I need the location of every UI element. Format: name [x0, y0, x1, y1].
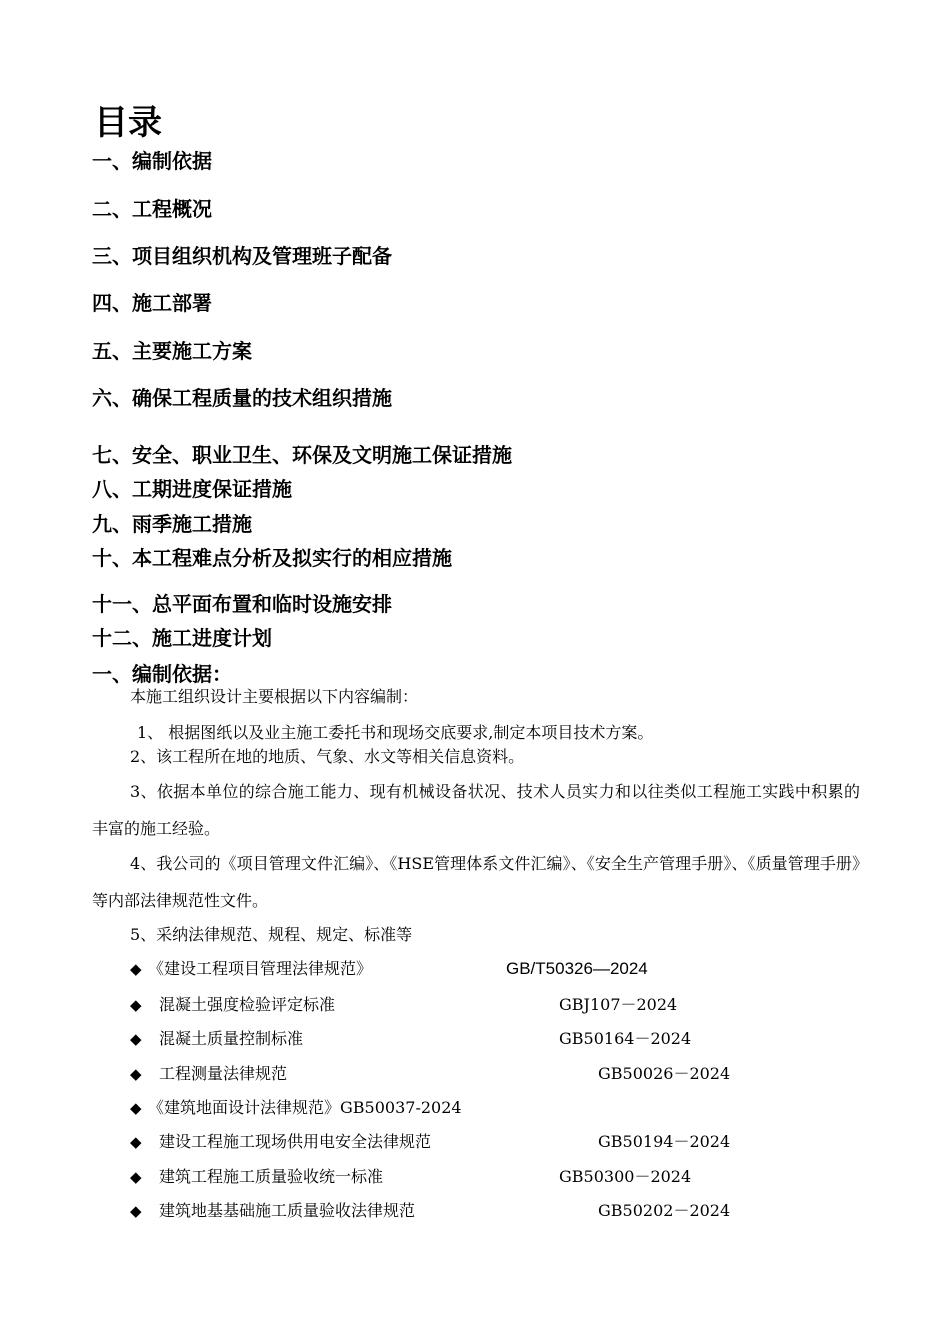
standard-name: 工程测量法律规范 [159, 1064, 288, 1083]
standard-name: 建筑地基基础施工质量验收法律规范 [159, 1201, 416, 1220]
toc-item: 四、施工部署 [92, 291, 212, 315]
toc-item: 十一、总平面布置和临时设施安排 [92, 592, 392, 616]
standard-name: 建设工程施工现场供用电安全法律规范 [159, 1132, 432, 1151]
standard-code: GB50194－2024 [598, 1132, 731, 1151]
standard-name: 建筑工程施工质量验收统一标准 [159, 1167, 384, 1186]
toc-item: 十二、施工进度计划 [92, 626, 272, 650]
standard-name: 混凝土质量控制标准 [159, 1029, 304, 1048]
toc-item: 七、安全、职业卫生、环保及文明施工保证措施 [92, 443, 512, 467]
standard-code: GBJ107－2024 [559, 995, 678, 1014]
diamond-bullet-icon: ◆ [130, 1168, 142, 1186]
standard-code: GB50300－2024 [559, 1167, 692, 1186]
diamond-bullet-icon: ◆ [130, 1065, 142, 1083]
diamond-bullet-icon: ◆ [130, 996, 142, 1014]
basis-item-3: 3、依据本单位的综合施工能力、现有机械设备状况、技术人员实力和以往类似工程施工实践中积累的丰富的施工经验。 [92, 782, 860, 838]
toc-item: 六、确保工程质量的技术组织措施 [92, 386, 392, 410]
standard-name: 《建筑地面设计法律规范》GB50037-2024 [148, 1098, 462, 1117]
basis-item-1: 1、 根据图纸以及业主施工委托书和现场交底要求,制定本项目技术方案。 [137, 723, 654, 742]
diamond-bullet-icon: ◆ [130, 960, 142, 978]
toc-item: 八、工期进度保证措施 [92, 477, 292, 501]
toc-title: 目录 [94, 103, 162, 143]
diamond-bullet-icon: ◆ [130, 1099, 142, 1117]
toc-item: 三、项目组织机构及管理班子配备 [92, 244, 392, 268]
basis-item-5: 5、采纳法律规范、规程、规定、标准等 [130, 925, 413, 944]
toc-item: 五、主要施工方案 [92, 339, 252, 363]
basis-item-2: 2、该工程所在地的地质、气象、水文等相关信息资料。 [130, 747, 525, 766]
diamond-bullet-icon: ◆ [130, 1030, 142, 1048]
diamond-bullet-icon: ◆ [130, 1133, 142, 1151]
standard-code: GB50026－2024 [598, 1064, 731, 1083]
toc-item: 十、本工程难点分析及拟实行的相应措施 [92, 546, 452, 570]
basis-item-4: 4、我公司的《项目管理文件汇编》、《HSE管理体系文件汇编》、《安全生产管理手册》、《质量管理手册》等内部法律规范性文件。 [92, 854, 860, 910]
standard-name: 混凝土强度检验评定标准 [159, 995, 336, 1014]
standard-code: GB50202－2024 [598, 1201, 731, 1220]
section-heading: 一、编制依据： [92, 662, 232, 686]
intro-paragraph: 本施工组织设计主要根据以下内容编制： [130, 687, 419, 706]
diamond-bullet-icon: ◆ [130, 1202, 142, 1220]
toc-item: 二、工程概况 [92, 197, 212, 221]
standard-code: GB/T50326—2024 [506, 959, 648, 978]
standard-name: 《建设工程项目管理法律规范》 [148, 959, 373, 978]
toc-item: 九、雨季施工措施 [92, 512, 252, 536]
toc-item: 一、编制依据 [92, 149, 212, 173]
standard-code: GB50164－2024 [559, 1029, 692, 1048]
